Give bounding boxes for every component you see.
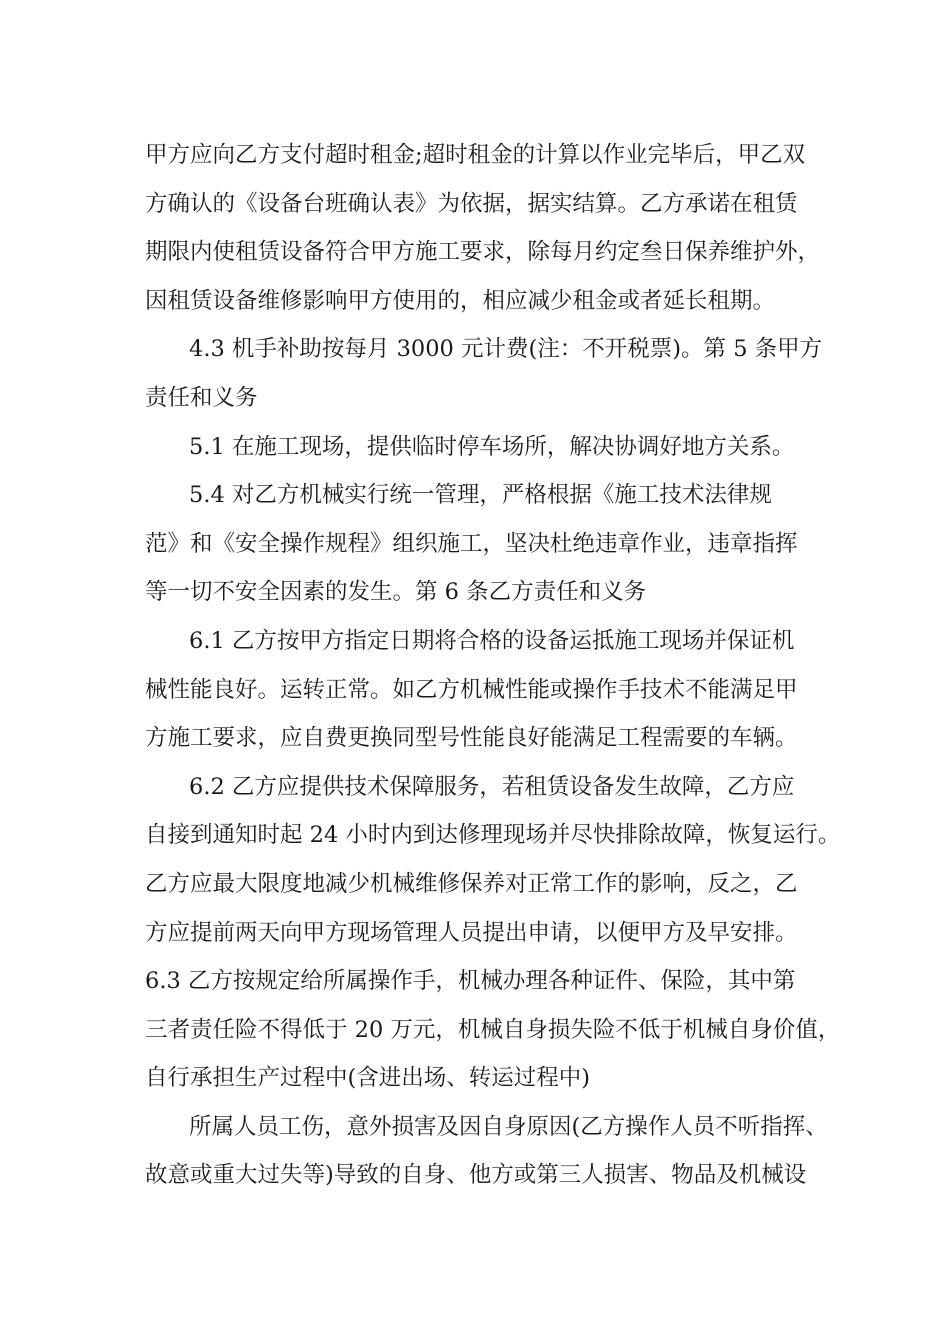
text-line: 故意或重大过失等)导致的自身、他方或第三人损害、物品及机械设 — [145, 1162, 807, 1189]
text-line: 甲方应向乙方支付超时租金;超时租金的计算以作业完毕后，甲乙双 — [145, 142, 806, 168]
text-line: 责任和义务 — [145, 384, 258, 411]
clause-6-2-line: 6.2 乙方应提供技术保障服务，若租赁设备发生故障，乙方应 — [189, 773, 795, 800]
paragraph-start-line: 所属人员工伤，意外损害及因自身原因(乙方操作人员不听指挥、 — [189, 1113, 828, 1140]
text-line: 乙方应最大限度地减少机械维修保养对正常工作的影响，反之，乙 — [145, 870, 798, 897]
clause-4-3-line: 4.3 机手补助按每月 3000 元计费(注：不开税票)。第 5 条甲方 — [189, 336, 823, 363]
text-line: 期限内使租赁设备符合甲方施工要求，除每月约定叁日保养维护外， — [145, 239, 821, 266]
text-line: 方确认的《设备台班确认表》为依据，据实结算。乙方承诺在租赁 — [145, 190, 798, 217]
text-line: 因租赁设备维修影响甲方使用的，相应减少租金或者延长租期。 — [145, 287, 776, 314]
clause-5-4-line: 5.4 对乙方机械实行统一管理，严格根据《施工技术法律规 — [189, 482, 772, 509]
clause-6-3-line: 6.3 乙方按规定给所属操作手，机械办理各种证件、保险，其中第 — [145, 968, 796, 995]
clause-5-1-line: 5.1 在施工现场，提供临时停车场所，解决协调好地方关系。 — [189, 433, 795, 460]
text-line: 方施工要求，应自费更换同型号性能良好能满足工程需要的车辆。 — [145, 725, 798, 752]
document-body — [145, 131, 841, 1200]
text-line: 械性能良好。运转正常。如乙方机械性能或操作手技术不能满足甲 — [145, 676, 798, 703]
text-line: 等一切不安全因素的发生。第 6 条乙方责任和义务 — [145, 579, 647, 606]
text-line: 范》和《安全操作规程》组织施工，坚决杜绝违章作业，违章指挥 — [145, 530, 798, 557]
text-line: 三者责任险不得低于 20 万元，机械自身损失险不低于机械自身价值， — [145, 1016, 841, 1043]
text-line: 自行承担生产过程中(含进出场、转运过程中) — [145, 1065, 591, 1092]
text-line: 方应提前两天向甲方现场管理人员提出申请，以便甲方及早安排。 — [145, 919, 798, 946]
text-line: 自接到通知时起 24 小时内到达修理现场并尽快排除故障，恢复运行。 — [145, 822, 841, 849]
clause-6-1-line: 6.1 乙方按甲方指定日期将合格的设备运抵施工现场并保证机 — [189, 627, 795, 654]
